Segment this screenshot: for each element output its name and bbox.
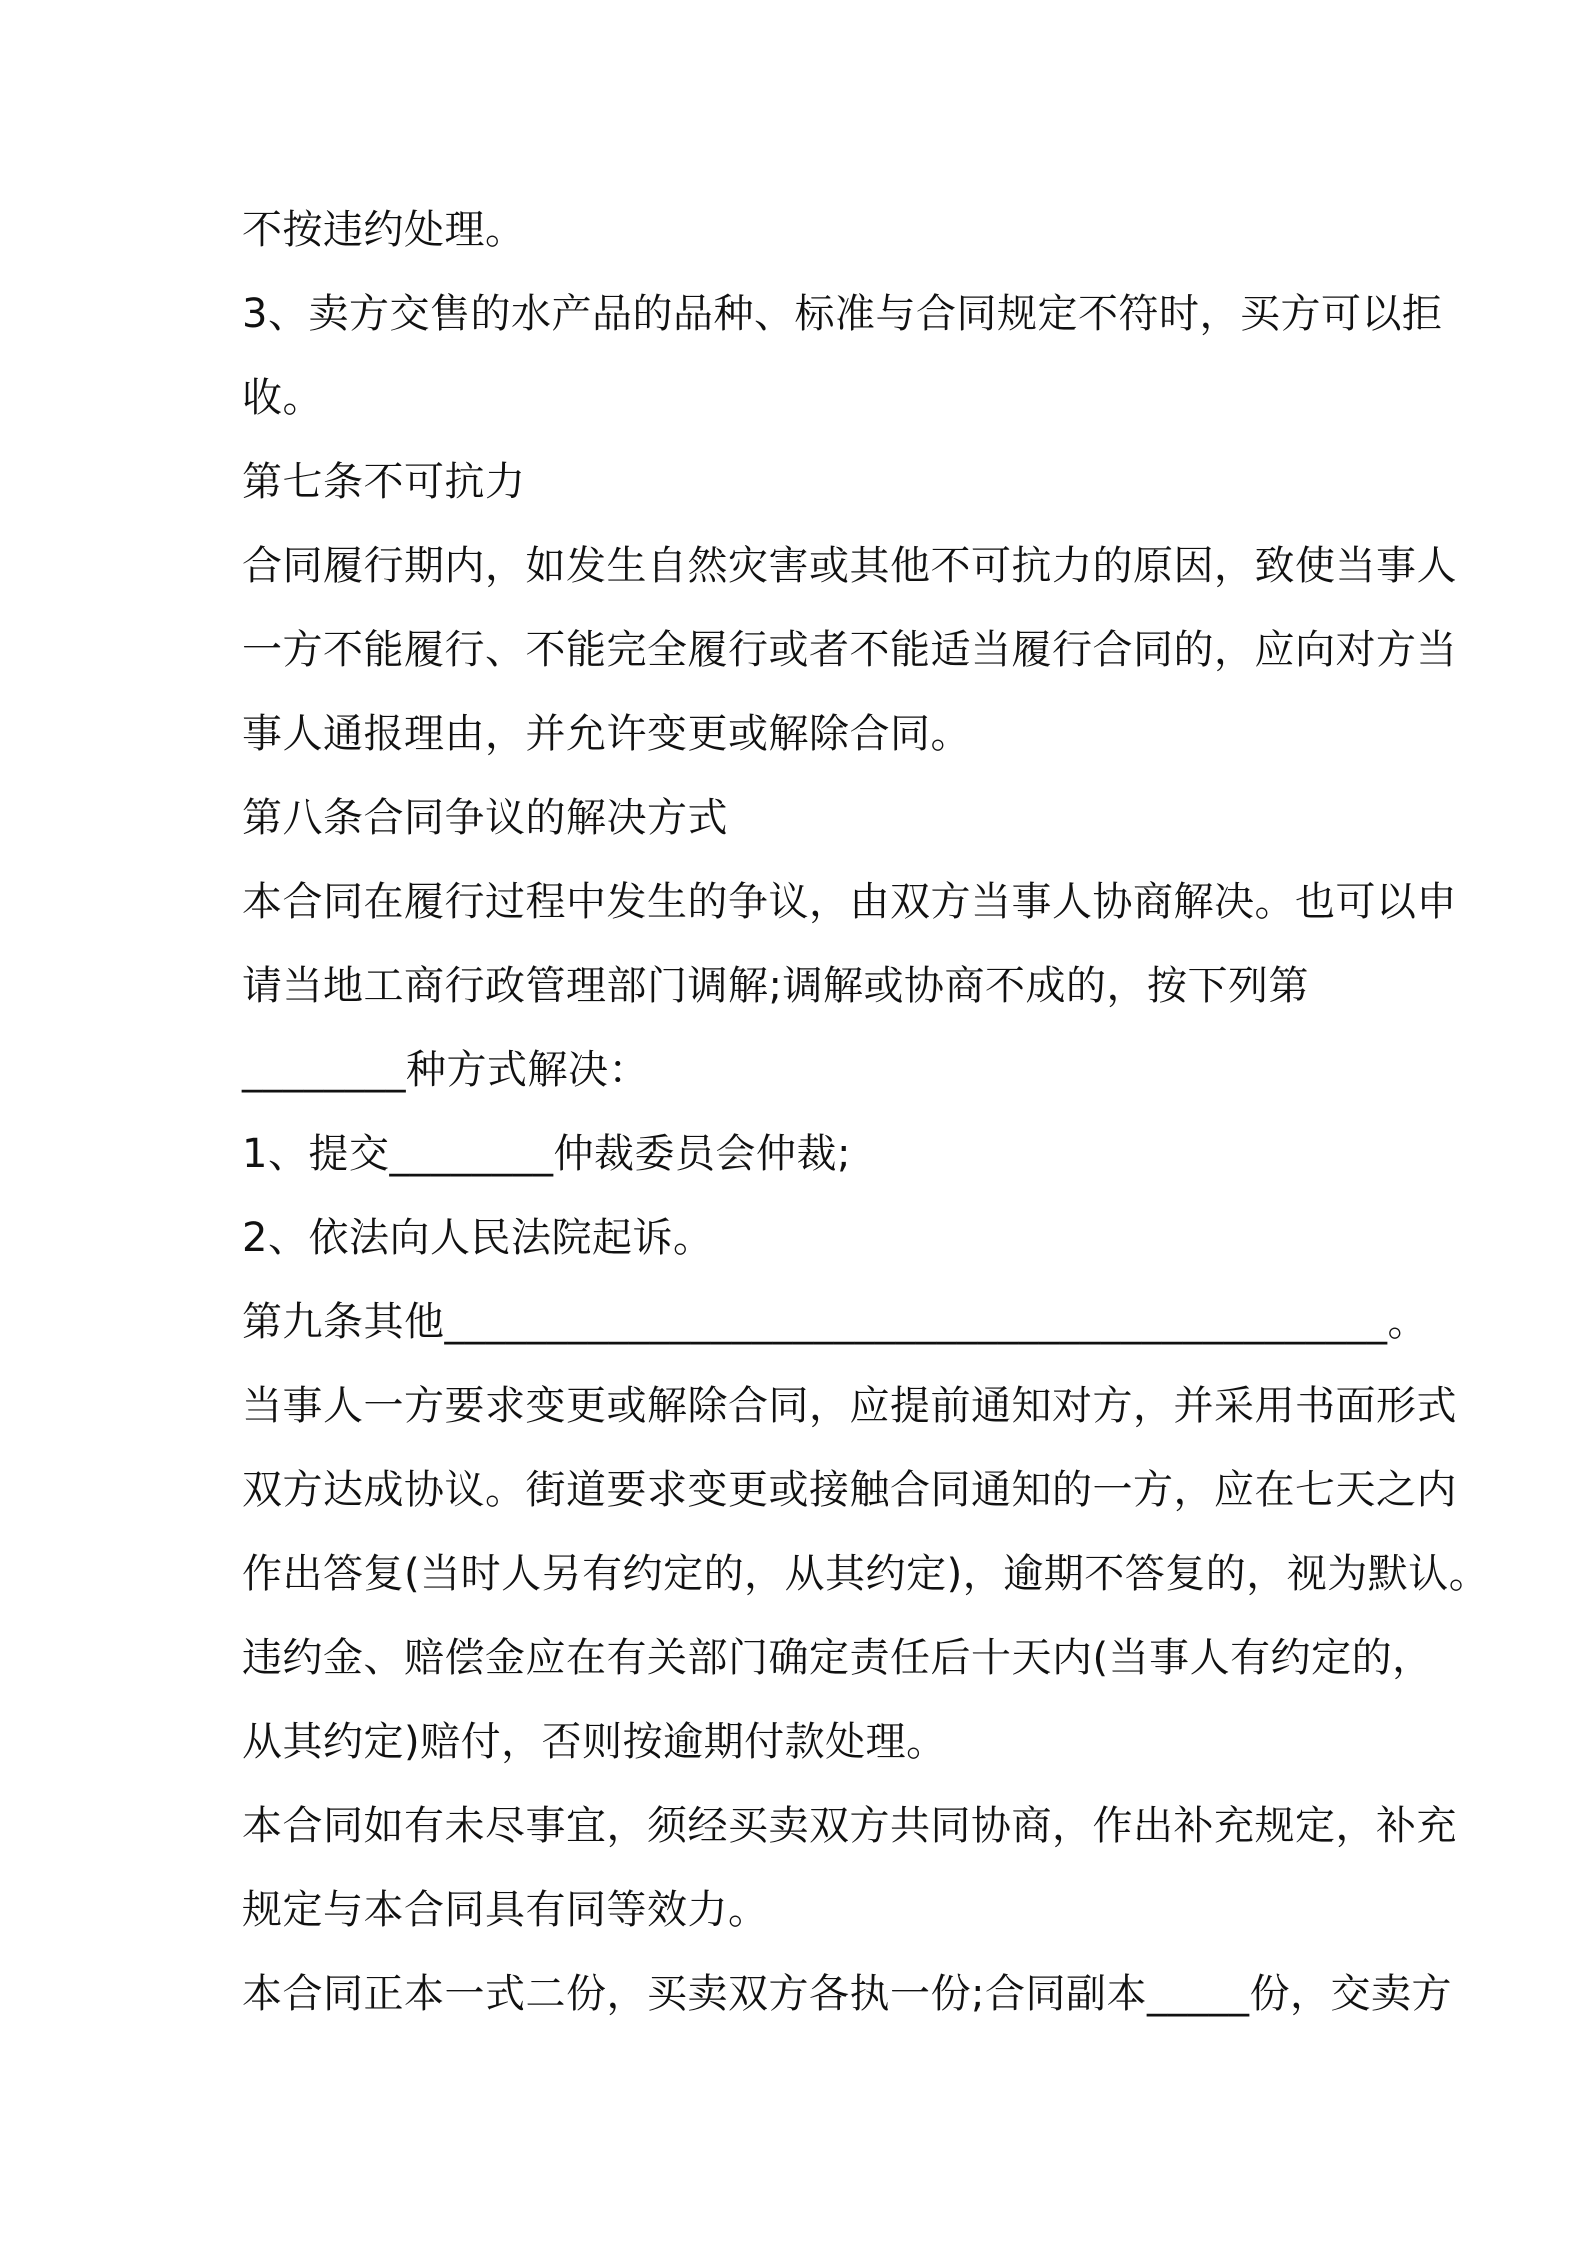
text-line: 从其约定)赔付，否则按逾期付款处理。 bbox=[242, 1719, 947, 1765]
text-line: 本合同正本一式二份，买卖双方各执一份;合同副本_____份，交卖方 bbox=[242, 1971, 1452, 2017]
text-line: 规定与本合同具有同等效力。 bbox=[242, 1887, 769, 1933]
text-line: 2、依法向人民法院起诉。 bbox=[242, 1215, 714, 1261]
section-heading: 第八条合同争议的解决方式 bbox=[242, 795, 728, 841]
text-line: 一方不能履行、不能完全履行或者不能适当履行合同的，应向对方当 bbox=[242, 627, 1457, 673]
text-line: 本合同在履行过程中发生的争议，由双方当事人协商解决。也可以申 bbox=[242, 879, 1457, 925]
text-line: 双方达成协议。街道要求变更或接触合同通知的一方，应在七天之内 bbox=[242, 1467, 1457, 1513]
text-line: 作出答复(当时人另有约定的，从其约定)，逾期不答复的，视为默认。 bbox=[242, 1551, 1490, 1597]
section-heading: 第七条不可抗力 bbox=[242, 459, 526, 505]
text-line: 收。 bbox=[242, 375, 323, 421]
text-line: 1、提交________仲裁委员会仲裁; bbox=[242, 1131, 851, 1177]
text-line: 3、卖方交售的水产品的品种、标准与合同规定不符时，买方可以拒 bbox=[242, 291, 1443, 337]
text-line: 事人通报理由，并允许变更或解除合同。 bbox=[242, 711, 971, 757]
section-heading: 第九条其他______________________________________________。 bbox=[242, 1299, 1428, 1345]
text-line: 合同履行期内，如发生自然灾害或其他不可抗力的原因，致使当事人 bbox=[242, 543, 1457, 589]
text-line: 当事人一方要求变更或解除合同，应提前通知对方，并采用书面形式 bbox=[242, 1383, 1457, 1429]
text-line: 违约金、赔偿金应在有关部门确定责任后十天内(当事人有约定的， bbox=[242, 1635, 1433, 1681]
text-line: 不按违约处理。 bbox=[242, 207, 526, 253]
text-line: ________种方式解决： bbox=[242, 1047, 649, 1093]
text-line: 请当地工商行政管理部门调解;调解或协商不成的，按下列第 bbox=[242, 963, 1309, 1009]
text-line: 本合同如有未尽事宜，须经买卖双方共同协商，作出补充规定，补充 bbox=[242, 1803, 1457, 1849]
